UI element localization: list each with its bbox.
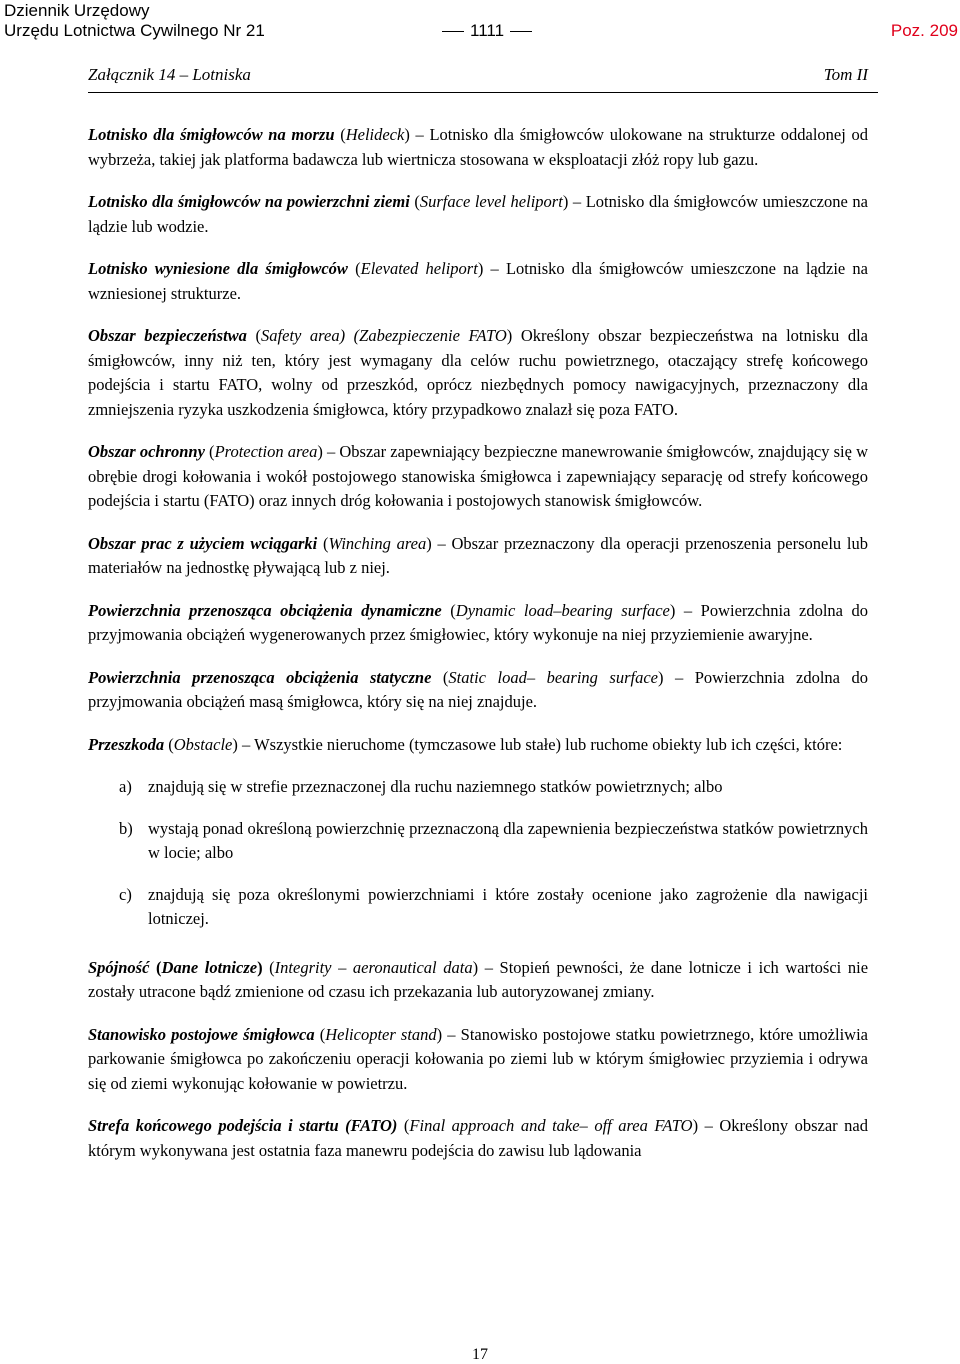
gazette-page-number: 1111: [436, 20, 538, 41]
running-head: [88, 64, 878, 93]
definition-paragraph: Obszar ochronny (Protection area) – Obszar zapewniający bezpieczne manewrowanie śmigłowców, znajdujący się w obrębie drogi kołowania i wokół postojowego stanowiska śmigłowca i zapewniający separację od strefy końcowego podejścia i startu (FATO) oraz innych dróg kołowania i postojowych stanowisk śmigłowców.: [88, 442, 869, 510]
annex-title: Załącznik 14 – Lotniska: [88, 65, 251, 84]
definition-paragraph: Strefa końcowego podejścia i startu (FATO) (Final approach and take– off area FATO) – Określony obszar nad którym wykonywana jest ostatnia faza manewru podejścia do zawisu lub lądowania: [88, 1116, 869, 1160]
list-text: znajdują się poza określonymi powierzchniami i które zostały ocenione jako zagrożenie dla nawigacji lotniczej.: [148, 884, 868, 928]
position-label: Poz. 209: [890, 21, 958, 40]
definition-paragraph: Obszar bezpieczeństwa (Safety area) (Zabezpieczenie FATO) Określony obszar bezpieczeństwa na lotnisku dla śmigłowców, inny niż ten, który jest wymagany dla celów ruchu powietrznego, otaczający strefę końcowego podejścia i startu FATO, wolny od przeszkód, oprócz niezbędnych pomocy nawigacyjnych, przeznaczony dla zmniejszenia ryzyka uszkodzenia śmigłowca, który przypadkowo znalazł się poza FATO.: [88, 326, 868, 419]
definition-paragraph: Lotnisko wyniesione dla śmigłowców (Elevated heliport) – Lotnisko dla śmigłowców umieszczone na lądzie na wzniesionej strukturze.: [88, 259, 869, 303]
definition-paragraph: Powierzchnia przenosząca obciążenia statyczne (Static load– bearing surface) – Powierzchnia zdolna do przyjmowania obciążeń masą śmigłowca, który się na niej znajduje.: [88, 667, 868, 711]
definition-paragraph: Obszar prac z użyciem wciągarki (Winching area) – Obszar przeznaczony dla operacji przenoszenia personelu lub materiałów na jednostkę pływającą lub z niej.: [88, 533, 869, 577]
definition-paragraph: Stanowisko postojowe śmigłowca (Helicopter stand) – Stanowisko postojowe statku powietrznego, które umożliwia parkowanie śmigłowca po zakończeniu operacji kołowania po ziemi lub w którym śmigłowiec przyziemia i odrywa się od ziemi wykonując kołowanie w powietrzu.: [88, 1024, 868, 1093]
list-text: znajdują się w strefie przeznaczonej dla ruchu naziemnego statków powietrznych; albo: [148, 777, 723, 796]
definition-paragraph: Lotnisko dla śmigłowców na morzu (Helideck) – Lotnisko dla śmigłowców ulokowane na strukturze oddalonej od wybrzeża, takiej jak platforma badawcza lub wiertnicza stosowana w eksploatacji złóż ropy lub gazu.: [88, 125, 869, 169]
list-item: [88, 775, 868, 800]
volume-label: Tom II: [823, 65, 868, 84]
list-marker: c): [119, 884, 132, 904]
definition-paragraph: Spójność (Dane lotnicze) (Integrity – aeronautical data) – Stopień pewności, że dane lotnicze i ich wartości nie zostały utracone bądź zmienione od czasu ich przekazania lub autoryzowanej zmiany.: [88, 957, 869, 1001]
gazette-title: Dziennik Urzędowy: [4, 1, 150, 20]
list-text: wystają ponad określoną powierzchnię przeznaczoną dla zapewnienia bezpieczeństwa statków powietrznych w locie; albo: [148, 818, 868, 862]
definition-paragraph: Przeszkoda (Obstacle) – Wszystkie nieruchome (tymczasowe lub stałe) lub ruchome obiekty lub ich części, które:: [88, 734, 843, 754]
document-body: [88, 123, 868, 1181]
list-item: [88, 817, 868, 866]
list-item: [88, 883, 868, 932]
definition-paragraph: Powierzchnia przenosząca obciążenia dynamiczne (Dynamic load–bearing surface) – Powierzchnia zdolna do przyjmowania obciążeń wygenerowanych przez śmigłowiec, który wykonuje na niej przyziemienie awaryjne.: [88, 600, 868, 644]
list-marker: b): [119, 818, 133, 838]
page-number: 17: [472, 1346, 488, 1363]
list-marker: a): [119, 777, 132, 796]
gazette-subtitle: Urzędu Lotnictwa Cywilnego Nr 21: [4, 21, 265, 40]
definition-paragraph: Lotnisko dla śmigłowców na powierzchni ziemi (Surface level heliport) – Lotnisko dla śmigłowców umieszczone na lądzie lub wodzie.: [88, 192, 868, 236]
gazette-header: [4, 0, 958, 42]
